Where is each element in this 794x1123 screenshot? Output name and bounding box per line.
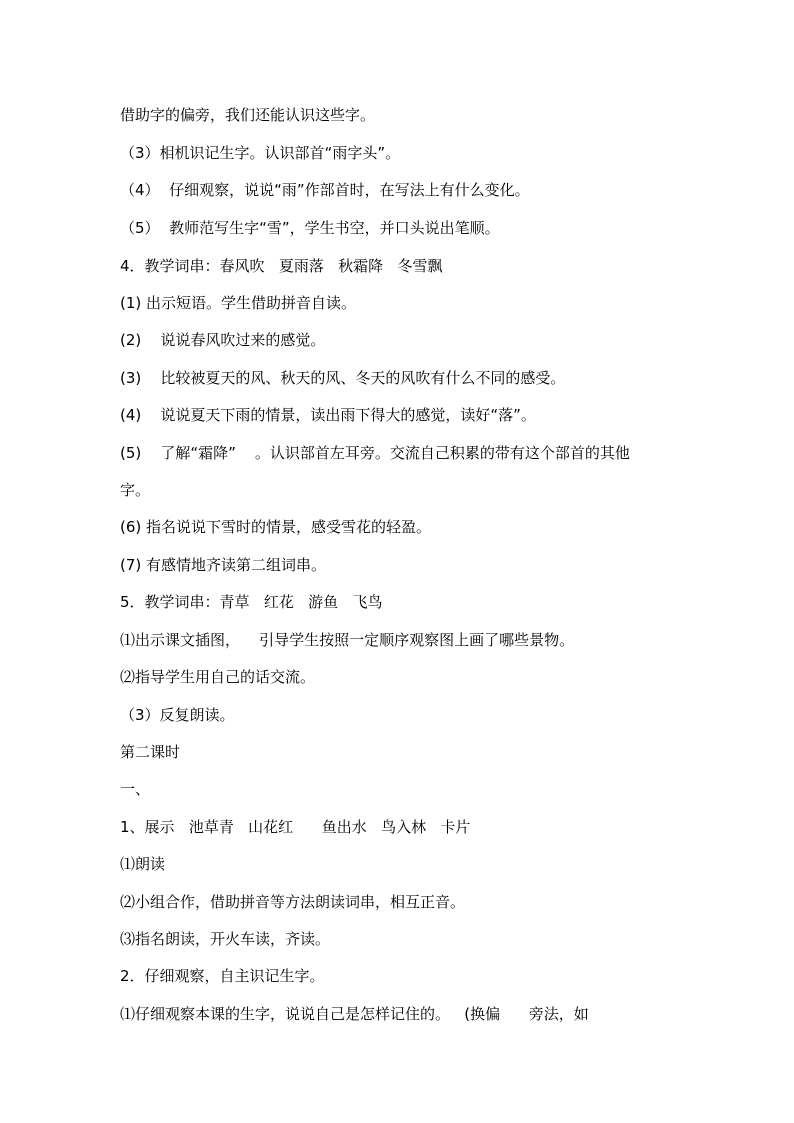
text-line: (7) 有感情地齐读第二组词串。 [120,556,327,574]
text-line: 一、 [120,780,151,798]
text-line: (3) 比较被夏天的风、秋天的风、冬天的风吹有什么不同的感受。 [120,369,566,387]
text-line: (1) 出示短语。学生借助拼音自读。 [120,294,357,312]
text-line: ⑶指名朗读，开火车读，齐读。 [120,930,331,948]
text-line: ⑴出示课文插图， 引导学生按照一定顺序观察图上画了哪些景物。 [120,631,575,649]
text-line: ⑴朗读 [120,855,166,873]
text-line: (4) 说说夏天下雨的情景，读出雨下得大的感觉，读好“落”。 [120,406,536,424]
text-line: 字。 [120,481,151,499]
text-line: (5) 了解“霜降” 。认识部首左耳旁。交流自己积累的带有这个部首的其他 [120,444,630,462]
text-line: （3）相机识记生字。认识部首“雨字头”。 [120,144,401,162]
text-line: ⑴仔细观察本课的生字，说说自己是怎样记住的。 (换偏 旁法，如 [120,1005,589,1023]
text-line: （4） 仔细观察，说说“雨”作部首时，在写法上有什么变化。 [120,181,530,199]
text-line: 1、展示 池草青 山花红 鱼出水 鸟入林 卡片 [120,818,471,836]
text-line: （5） 教师范写生字“雪”，学生书空，并口头说出笔顺。 [120,219,500,237]
text-line: 借助字的偏旁，我们还能认识这些字。 [120,106,376,124]
text-line: (6) 指名说说下雪时的情景，感受雪花的轻盈。 [120,518,432,536]
text-line: 5．教学词串：青草 红花 游鱼 飞鸟 [120,593,383,611]
text-line: (2) 说说春风吹过来的感觉。 [120,331,326,349]
text-line: ⑵指导学生用自己的话交流。 [120,668,316,686]
text-line: ⑵小组合作，借助拼音等方法朗读词串，相互正音。 [120,893,466,911]
text-line: （3）反复朗读。 [120,706,235,724]
text-line: 4．教学词串：春风吹 夏雨落 秋霜降 冬雪飘 [120,257,443,275]
text-line: 2．仔细观察，自主识记生字。 [120,967,325,985]
text-line: 第二课时 [120,743,181,761]
